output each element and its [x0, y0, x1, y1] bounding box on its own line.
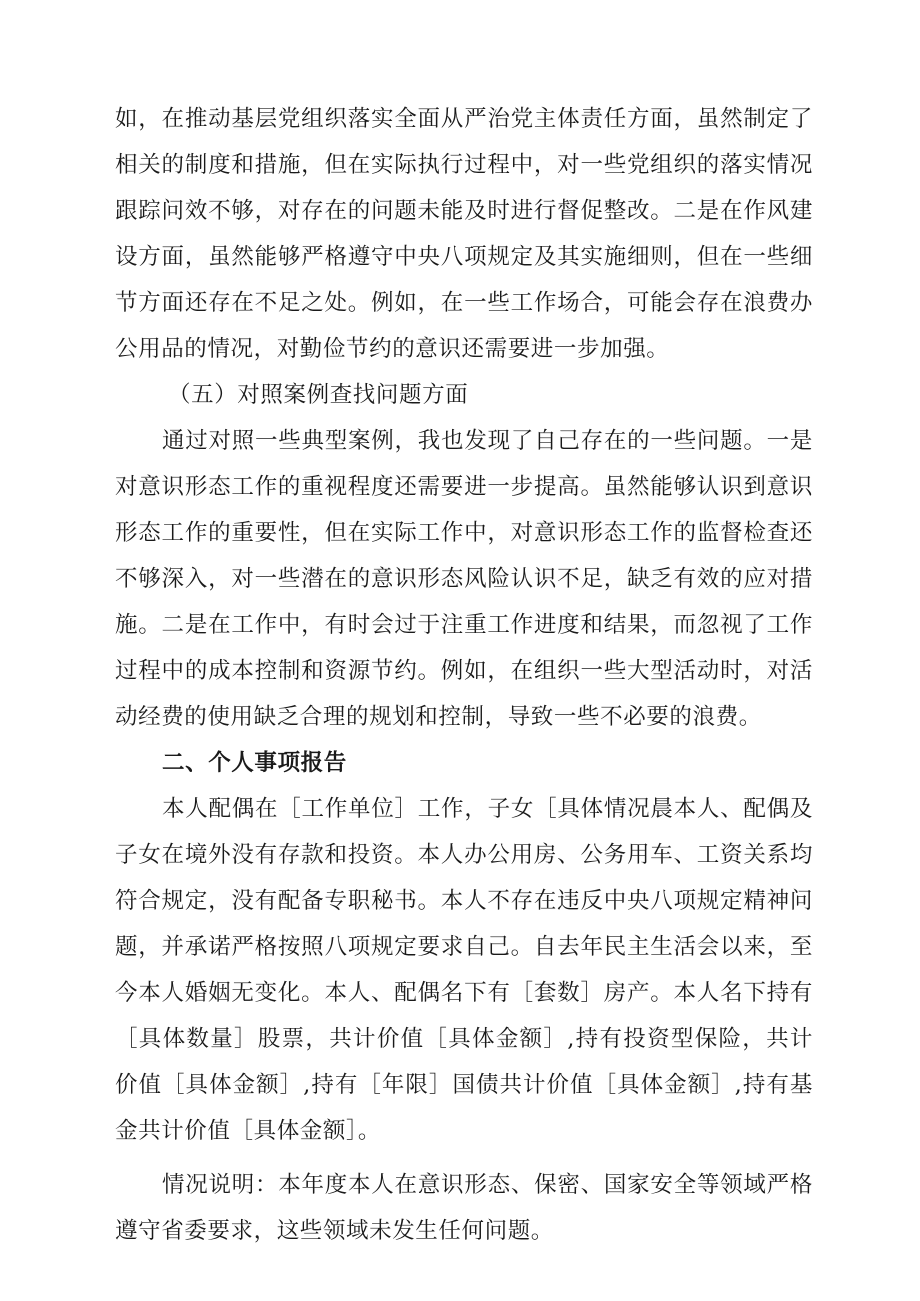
- paragraph-personal-matters: 本人配偶在［工作单位］工作，子女［具体情况晨本人、配偶及子女在境外没有存款和投资。本人办公用房、公务用车、工资关系均符合规定，没有配备专职秘书。本人不存在违反中央八项规定精神问题，并承诺严格按照八项规定要求自己。自去年民主生活会以来，至今本人婚姻无变化。本人、配偶名下有［套数］房产。本人名下持有［具体数量］股票，共计价值［具体金额］,持有投资型保险，共计价值［具体金额］,持有［年限］国债共计价值［具体金额］,持有基金共计价值［具体金额］。: [115, 796, 813, 1144]
- paragraph-case-findings: 通过对照一些典型案例，我也发现了自己存在的一些问题。一是对意识形态工作的重视程度还需要进一步提高。虽然能够认识到意识形态工作的重要性，但在实际工作中，对意识形态工作的监督检查还不够深入，对一些潜在的意识形态风险认识不足，缺乏有效的应对措施。二是在工作中，有时会过于注重工作进度和结果，而忽视了工作过程中的成本控制和资源节约。例如，在组织一些大型活动时，对活动经费的使用缺乏合理的规划和控制，导致一些不必要的浪费。: [115, 428, 813, 730]
- paragraph-situation-note: 情况说明：本年度本人在意识形态、保密、国家安全等领域严格遵守省委要求，这些领域未发生任何问题。: [115, 1172, 813, 1244]
- subheading-case-comparison: （五）对照案例查找问题方面: [168, 382, 469, 408]
- paragraph-spacer: [115, 1154, 813, 1162]
- paragraph-continuation: 如，在推动基层党组织落实全面从严治党主体责任方面，虽然制定了相关的制度和措施，但在实际执行过程中，对一些党组织的落实情况跟踪问效不够，对存在的问题未能及时进行督促整改。二是在作风建设方面，虽然能够严格遵守中央八项规定及其实施细则，但在一些细节方面还存在不足之处。例如，在一些工作场合，可能会存在浪费办公用品的情况，对勤俭节约的意识还需要进一步加强。: [115, 106, 813, 362]
- document-page: [115, 96, 813, 1254]
- section-heading-personal-matters: 二、个人事项报告: [162, 750, 347, 776]
